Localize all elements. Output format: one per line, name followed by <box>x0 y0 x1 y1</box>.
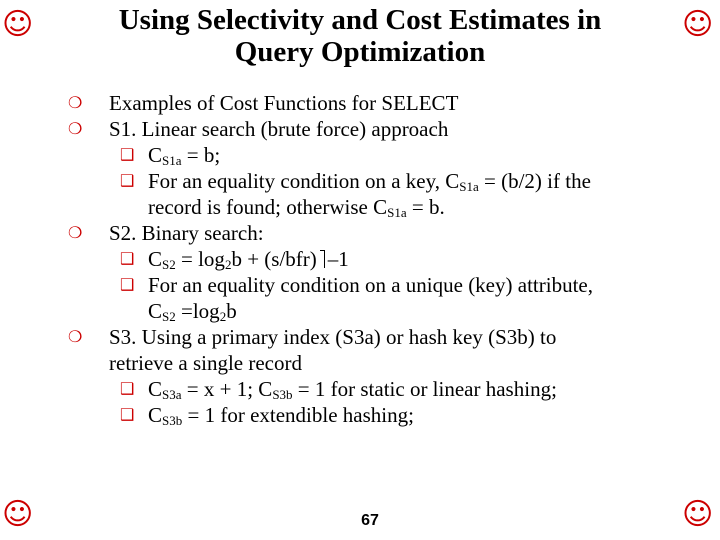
subscript: 2 <box>224 257 232 272</box>
title-line-1: Using Selectivity and Cost Estimates in <box>118 4 602 36</box>
subscript: S2 <box>162 309 176 324</box>
cost-symbol: C <box>148 143 163 167</box>
formula-text: = x + 1; <box>181 377 259 401</box>
formula-text: = log <box>175 247 225 271</box>
bullet-text: Examples of Cost Functions for SELECT <box>109 91 459 115</box>
sub-bullet-equality-key <box>60 168 700 220</box>
sub-bullet-unique-key <box>60 272 700 324</box>
square-bullet-icon: ❑ <box>120 145 135 164</box>
sub-bullet-cs3b <box>60 402 700 428</box>
smiley-icon: ☺ <box>682 497 714 532</box>
slide-title <box>60 4 660 68</box>
text: For an equality condition on a key, <box>148 169 446 193</box>
text: = b. <box>406 195 445 219</box>
sub-bullet-cs3a <box>60 376 700 402</box>
square-bullet-icon: ❑ <box>120 171 135 190</box>
sub-bullet-cs2 <box>60 246 700 272</box>
circle-bullet-icon: ❍ <box>68 119 83 138</box>
subscript: S1a <box>162 153 182 168</box>
text: = (b/2) if the <box>478 169 591 193</box>
square-bullet-icon: ❑ <box>120 275 135 294</box>
ceiling-bracket-icon <box>320 250 325 268</box>
smiley-icon: ☺ <box>2 7 34 42</box>
sub-bullet-cs1a <box>60 142 700 168</box>
subscript: S2 <box>162 257 176 272</box>
formula-text: = 1 for static or linear hashing; <box>292 377 557 401</box>
cost-symbol: C <box>148 299 163 323</box>
cost-symbol: C <box>148 247 163 271</box>
square-bullet-icon: ❑ <box>120 379 135 398</box>
formula-text: b + (s/bfr) <box>231 247 317 271</box>
bullet-text: S2. Binary search: <box>109 221 264 245</box>
square-bullet-icon: ❑ <box>120 405 135 424</box>
text: For an equality condition on a unique (key) attribute, <box>148 273 593 297</box>
bullet-s2 <box>60 220 700 246</box>
subscript: S1a <box>387 205 407 220</box>
cost-symbol: C <box>148 377 163 401</box>
cost-symbol: C <box>258 377 273 401</box>
slide-content <box>60 90 700 428</box>
circle-bullet-icon: ❍ <box>68 93 83 112</box>
text: record is found; otherwise <box>148 195 374 219</box>
bullet-text: S3. Using a primary index (S3a) or hash key (S3b) to <box>109 325 557 349</box>
formula-text: –1 <box>327 247 349 271</box>
bullet-text: S1. Linear search (brute force) approach <box>109 117 449 141</box>
bullet-text: retrieve a single record <box>109 351 302 375</box>
bullet-examples <box>60 90 700 116</box>
title-line-2: Query Optimization <box>234 36 486 68</box>
formula-text: =log <box>175 299 220 323</box>
formula-text: = b; <box>181 143 221 167</box>
bullet-s3-continued <box>60 350 700 376</box>
subscript: S3b <box>162 413 183 428</box>
subscript: 2 <box>219 309 227 324</box>
circle-bullet-icon: ❍ <box>68 327 83 346</box>
subscript: S3b <box>272 387 293 402</box>
cost-symbol: C <box>373 195 388 219</box>
cost-symbol: C <box>445 169 460 193</box>
formula-text: = 1 for extendible hashing; <box>182 403 414 427</box>
smiley-icon: ☺ <box>682 7 714 42</box>
bullet-s1 <box>60 116 700 142</box>
cost-symbol: C <box>148 403 163 427</box>
subscript: S1a <box>459 179 479 194</box>
circle-bullet-icon: ❍ <box>68 223 83 242</box>
bullet-s3 <box>60 324 700 350</box>
smiley-icon: ☺ <box>2 497 34 532</box>
square-bullet-icon: ❑ <box>120 249 135 268</box>
subscript: S3a <box>162 387 182 402</box>
formula-text: b <box>226 299 237 323</box>
page-number: 67 <box>361 512 379 529</box>
